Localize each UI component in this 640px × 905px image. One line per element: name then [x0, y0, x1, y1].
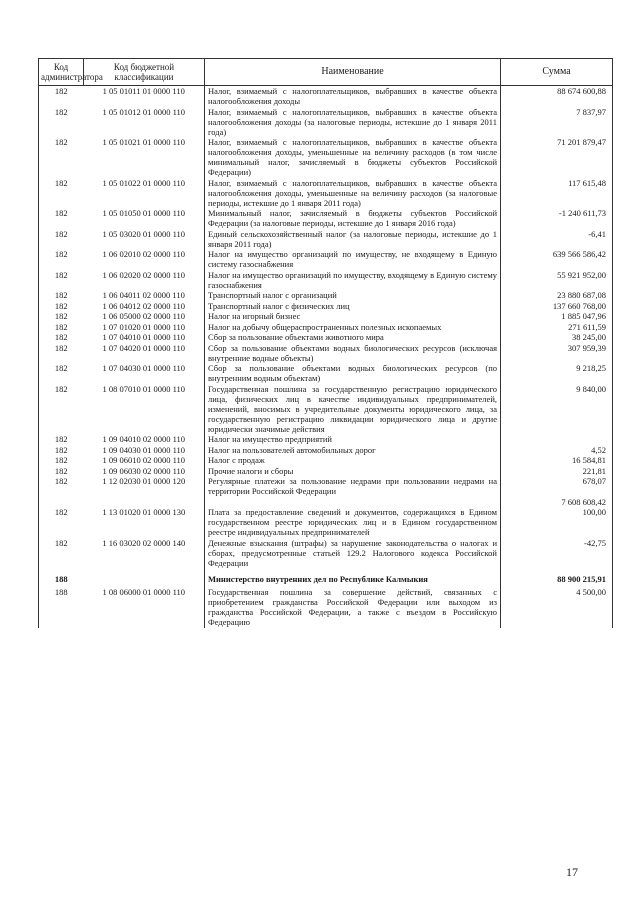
table-row	[39, 507, 613, 538]
name-cell: Налог на имущество организаций по имуществу, не входящему в Единую систему газоснабжения	[205, 249, 501, 270]
sum-cell: 88 674 600,88	[501, 86, 613, 107]
name-cell: Налог, взимаемый с налогоплательщиков, выбравших в качестве объекта налогообложения доходы, уменьшенные на величину расходов (в том числе минимальный налог, зачисляемый в бюджеты субъектов Российской Федерации)	[205, 137, 501, 178]
budget-code-cell: 1 06 04012 02 0000 110	[102, 300, 186, 311]
table-row	[39, 107, 613, 138]
admin-code-cell: 182	[39, 384, 84, 435]
table-row	[39, 587, 613, 628]
name-cell: Сбор за пользование объектами животного мира	[205, 332, 501, 343]
table-row	[39, 311, 613, 322]
table-row	[39, 249, 613, 270]
admin-code-cell: 182	[39, 107, 84, 138]
table-body	[39, 86, 613, 628]
sum-cell: 23 880 687,08	[501, 290, 613, 301]
table-row	[39, 455, 613, 466]
sum-cell: 221,81	[501, 466, 613, 477]
table-row	[39, 290, 613, 301]
sum-cell: 137 660 768,00	[501, 301, 613, 312]
admin-code-cell: 182	[39, 178, 84, 209]
table-row	[39, 497, 613, 508]
sum-cell: 9 218,25	[501, 363, 613, 384]
name-cell: Денежные взыскания (штрафы) за нарушение законодательства о налогах и сборах, предусмотренные статьей 129.2 Налогового кодекса Российской Федерации	[205, 538, 501, 569]
name-cell: Налог на добычу общераспространенных полезных ископаемых	[205, 322, 501, 333]
sum-cell: -1 240 611,73	[501, 208, 613, 229]
budget-code-cell: 1 05 01011 01 0000 110	[102, 86, 185, 96]
table-row	[39, 178, 613, 209]
budget-code-cell: 1 07 04020 01 0000 110	[102, 342, 186, 353]
name-cell: Налог на имущество предприятий	[205, 434, 501, 445]
sum-cell: 639 566 586,42	[501, 249, 613, 270]
name-cell	[205, 497, 501, 508]
table-row	[39, 322, 613, 333]
admin-code-cell: 182	[39, 208, 84, 229]
sum-cell: 271 611,59	[501, 322, 613, 333]
name-cell: Налог на пользователей автомобильных дорог	[205, 445, 501, 456]
sum-cell: 678,07	[501, 476, 613, 497]
name-cell: Сбор за пользование объектами водных биологических ресурсов (по внутренним водным объектам)	[205, 363, 501, 384]
table-row	[39, 466, 613, 477]
document-page	[38, 58, 612, 628]
budget-code-cell: 1 13 01020 01 0000 130	[102, 507, 186, 517]
name-cell: Регулярные платежи за пользование недрами при пользовании недрами на территории Российской Федерации	[205, 476, 501, 497]
admin-code-cell: 182	[39, 476, 84, 497]
table-row	[39, 208, 613, 229]
admin-code-cell: 182	[39, 455, 84, 466]
admin-code-cell: 182	[39, 322, 84, 333]
table-header-row	[39, 59, 613, 86]
name-cell: Налог, взимаемый с налогоплательщиков, выбравших в качестве объекта налогообложения доходы	[205, 86, 501, 107]
budget-code-cell: 1 09 04030 01 0000 110	[102, 444, 186, 455]
budget-code-cell: 1 08 06000 01 0000 110	[102, 587, 186, 597]
budget-code-cell	[84, 568, 205, 587]
header-admin-code: Код администратора	[39, 59, 84, 86]
table-row	[39, 343, 613, 364]
sum-cell: 9 840,00	[501, 384, 613, 435]
admin-code-cell: 182	[39, 249, 84, 270]
sum-cell: 71 201 879,47	[501, 137, 613, 178]
table-row	[39, 229, 613, 250]
sum-cell: 16 584,81	[501, 455, 613, 466]
sum-cell: 117 615,48	[501, 178, 613, 209]
name-cell: Транспортный налог с организаций	[205, 290, 501, 301]
page-number: 17	[566, 865, 578, 879]
budget-code-cell: 1 09 06030 02 0000 110	[102, 465, 186, 476]
table-row	[39, 137, 613, 178]
sum-cell: 38 245,00	[501, 332, 613, 343]
budget-code-cell: 1 05 03020 01 0000 110	[102, 228, 186, 239]
admin-code-cell: 182	[39, 332, 84, 343]
name-cell: Минимальный налог, зачисляемый в бюджеты субъектов Российской Федерации (за налоговые периоды, истекшие до 1 января 2016 года)	[205, 208, 501, 229]
sum-cell: 100,00	[501, 507, 613, 538]
admin-code-cell: 182	[39, 229, 84, 250]
admin-code-cell: 182	[39, 137, 84, 178]
name-cell: Налог на игорный бизнес	[205, 311, 501, 322]
admin-code-cell: 182	[39, 434, 84, 445]
revenue-table	[38, 58, 613, 628]
budget-code-cell: 1 07 04030 01 0000 110	[102, 363, 186, 373]
admin-code-cell: 182	[39, 86, 84, 107]
table-row	[39, 86, 613, 107]
table-row	[39, 384, 613, 435]
admin-code-cell: 182	[39, 466, 84, 477]
sum-cell: -42,75	[501, 538, 613, 569]
admin-code-cell: 182	[39, 445, 84, 456]
table-row	[39, 363, 613, 384]
admin-code-cell	[39, 497, 84, 508]
budget-code-cell: 1 05 01022 01 0000 110	[102, 177, 186, 188]
sum-cell: 88 900 215,91	[501, 568, 613, 587]
admin-code-cell: 182	[39, 270, 84, 291]
sum-cell: 7 608 608,42	[501, 497, 613, 508]
header-name: Наименование	[205, 59, 501, 86]
table-row	[39, 538, 613, 569]
sum-cell: 55 921 952,00	[501, 270, 613, 291]
sum-cell: -6,41	[501, 229, 613, 250]
budget-code-cell: 1 16 03020 02 0000 140	[102, 537, 186, 548]
table-row	[39, 434, 613, 445]
header-sum: Сумма	[501, 59, 613, 86]
budget-code-cell: 1 09 06010 02 0000 110	[102, 455, 186, 465]
sum-cell: 1 885 047,96	[501, 311, 613, 322]
admin-code-cell: 182	[39, 301, 84, 312]
name-cell: Транспортный налог с физических лиц	[205, 301, 501, 312]
budget-code-cell: 1 07 01020 01 0000 110	[102, 321, 186, 332]
name-cell: Налог на имущество организаций по имуществу, входящему в Единую систему газоснабжения	[205, 270, 501, 291]
name-cell: Государственная пошлина за совершение действий, связанных с приобретением гражданства Российской Федерации или выходом из гражданства Российской Федерации, а также с въездом в Российскую Федерацию	[205, 587, 501, 628]
name-cell: Прочие налоги и сборы	[205, 466, 501, 477]
table-row	[39, 476, 613, 497]
admin-code-cell: 182	[39, 311, 84, 322]
budget-code-cell: 1 06 02010 02 0000 110	[102, 249, 186, 259]
table-row	[39, 445, 613, 456]
admin-code-cell: 182	[39, 363, 84, 384]
sum-cell: 4,52	[501, 445, 613, 456]
budget-code-cell: 1 07 04010 01 0000 110	[102, 332, 186, 342]
budget-code-cell: 1 05 01021 01 0000 110	[102, 137, 186, 147]
budget-code-cell: 1 12 02030 01 0000 120	[102, 476, 186, 486]
table-row	[39, 301, 613, 312]
budget-code-cell	[84, 497, 205, 508]
sum-cell: 7 837,97	[501, 107, 613, 138]
admin-code-cell: 188	[39, 568, 84, 587]
name-cell: Налог с продаж	[205, 455, 501, 466]
budget-code-cell: 1 06 02020 02 0000 110	[102, 269, 186, 280]
name-cell: Плата за предоставление сведений и документов, содержащихся в Едином государственном реестре юридических лиц и в Едином государственном реестре индивидуальных предпринимателей	[205, 507, 501, 538]
sum-cell	[501, 434, 613, 445]
table-row	[39, 332, 613, 343]
name-cell: Налог, взимаемый с налогоплательщиков, выбравших в качестве объекта налогообложения доходы (за налоговые периоды, истекшие до 1 января 2011 года)	[205, 107, 501, 138]
name-cell: Единый сельскохозяйственный налог (за налоговые периоды, истекшие до 1 января 2011 года)	[205, 229, 501, 250]
admin-code-cell: 188	[39, 587, 84, 628]
name-cell: Министерство внутренних дел по Республике Калмыкия	[205, 568, 501, 587]
budget-code-cell: 1 05 01050 01 0000 110	[102, 208, 186, 218]
sum-cell: 307 959,39	[501, 343, 613, 364]
budget-code-cell: 1 06 04011 02 0000 110	[102, 290, 185, 300]
budget-code-cell: 1 05 01012 01 0000 110	[102, 106, 186, 117]
name-cell: Налог, взимаемый с налогоплательщиков, выбравших в качестве объекта налогообложения доходы, уменьшенные на величину расходов (за налоговые периоды, истекшие до 1 января 2011 года)	[205, 178, 501, 209]
sum-cell: 4 500,00	[501, 587, 613, 628]
name-cell: Государственная пошлина за государственную регистрацию юридического лица, физических лиц в качестве индивидуальных предпринимателей, изменений, вносимых в учредительные документы юридического лица, за государственную регистрацию ликвидации юридического лица и другие юридически значимые действия	[205, 384, 501, 435]
budget-code-cell: 1 08 07010 01 0000 110	[102, 383, 186, 394]
admin-code-cell: 182	[39, 507, 84, 538]
admin-code-cell: 182	[39, 538, 84, 569]
budget-code-cell: 1 06 05000 02 0000 110	[102, 311, 186, 321]
name-cell: Сбор за пользование объектами водных биологических ресурсов (исключая внутренние водные объекты)	[205, 343, 501, 364]
table-row	[39, 270, 613, 291]
header-budget-code: Код бюджетной классификации	[84, 59, 205, 86]
admin-code-cell: 182	[39, 343, 84, 364]
admin-code-cell: 182	[39, 290, 84, 301]
table-row	[39, 568, 613, 587]
budget-code-cell: 1 09 04010 02 0000 110	[102, 434, 186, 444]
